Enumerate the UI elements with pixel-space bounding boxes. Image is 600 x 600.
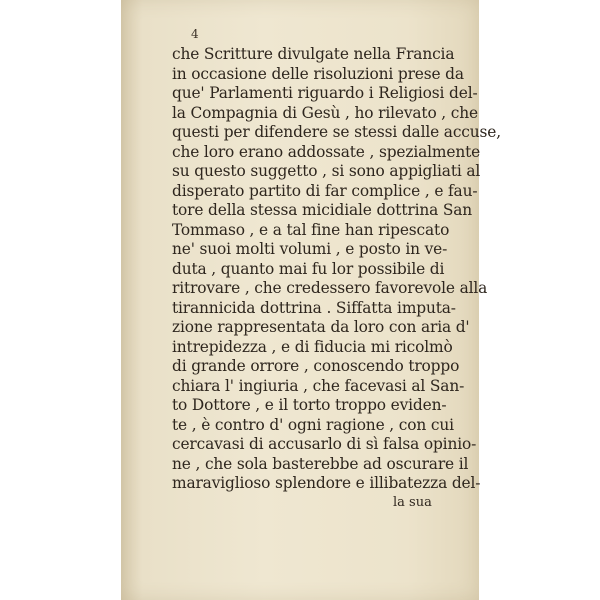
text-line: di grande orrore , conoscendo troppo	[172, 357, 460, 375]
page-number: 4	[191, 27, 199, 41]
text-line: disperato partito di far complice , e fau-	[172, 181, 478, 200]
text-line: chiara l' ingiuria , che facevasi al San-	[172, 376, 465, 395]
text-line: cercavasi di accusarlo di sì falsa opinio-	[172, 435, 477, 453]
text-line: to Dottore , e il torto troppo eviden-	[172, 396, 447, 414]
book-page	[121, 0, 501, 600]
text-line: que' Parlamenti riguardo i Religiosi del-	[172, 84, 478, 102]
catchword: la sua	[393, 495, 432, 510]
text-line: duta , quanto mai fu lor possibile di	[172, 259, 445, 278]
text-line: zione rappresentata da loro con aria d'	[172, 318, 470, 336]
text-line: che Scritture divulgate nella Francia	[172, 45, 455, 63]
text-line: tirannicida dottrina . Siffatta imputa-	[172, 298, 456, 317]
text-line: questi per difendere se stessi dalle accuse,	[172, 123, 501, 141]
body-text	[172, 45, 501, 494]
text-line: la Compagnia di Gesù , ho rilevato , che	[172, 103, 478, 122]
text-line: che loro erano addossate , spezialmente	[172, 142, 481, 161]
text-line: Tommaso , e a tal fine han ripescato	[172, 220, 450, 239]
text-line: intrepidezza , e di fiducia mi ricolmò	[172, 337, 453, 356]
text-line: te , è contro d' ogni ragione , con cui	[172, 415, 454, 434]
text-line: ne' suoi molti volumi , e posto in ve-	[172, 240, 448, 258]
text-line: su questo suggetto , si sono appigliati al	[172, 162, 481, 180]
text-line: ne , che sola basterebbe ad oscurare il	[172, 454, 469, 473]
text-line: ritrovare , che credessero favorevole alla	[172, 279, 488, 297]
text-line: maraviglioso splendore e illibatezza del-	[172, 474, 481, 492]
text-line: in occasione delle risoluzioni prese da	[172, 64, 464, 83]
text-line: tore della stessa micidiale dottrina San	[172, 201, 473, 219]
